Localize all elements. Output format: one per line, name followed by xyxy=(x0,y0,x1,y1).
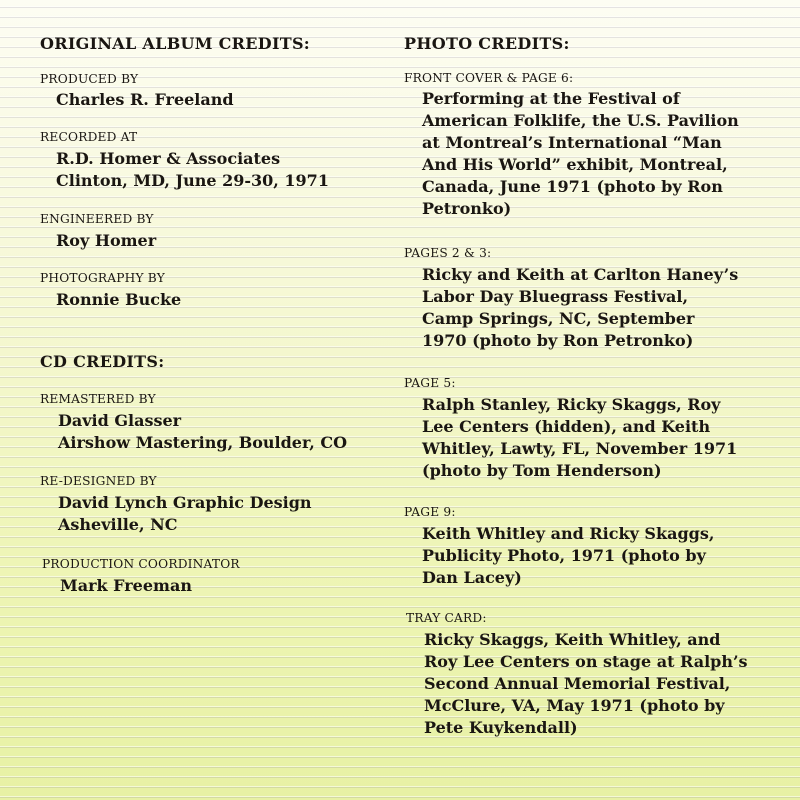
tray-card-label: TRAY CARD: xyxy=(406,611,487,625)
remastered-by-line: David Glasser xyxy=(58,411,182,430)
recorded-at-label: RECORDED AT xyxy=(40,130,138,144)
caption-line: Second Annual Memorial Festival, xyxy=(424,674,731,693)
remastered-by-line: Airshow Mastering, Boulder, CO xyxy=(58,433,348,452)
caption-line: Labor Day Bluegrass Festival, xyxy=(422,287,689,306)
pages-2-3-caption xyxy=(422,264,738,352)
page-9-label: PAGE 9: xyxy=(404,505,456,519)
caption-line: Ricky and Keith at Carlton Haney’s xyxy=(422,265,739,284)
remastered-by-label: REMASTERED BY xyxy=(40,392,156,406)
produced-by-value xyxy=(56,89,234,111)
pages-2-3-label: PAGES 2 & 3: xyxy=(404,246,492,260)
engineered-by-name: Roy Homer xyxy=(56,231,157,250)
production-coordinator-name: Mark Freeman xyxy=(60,576,192,595)
produced-by-name: Charles R. Freeland xyxy=(56,90,234,109)
redesigned-by-line: Asheville, NC xyxy=(58,515,178,534)
photography-by-value xyxy=(56,289,181,311)
caption-line: And His World” exhibit, Montreal, xyxy=(422,155,728,174)
caption-line: Keith Whitley and Ricky Skaggs, xyxy=(422,524,715,543)
front-cover-label: FRONT COVER & PAGE 6: xyxy=(404,71,574,85)
engineered-by-label: ENGINEERED BY xyxy=(40,212,154,226)
page-9-caption xyxy=(422,523,714,589)
caption-line: Ricky Skaggs, Keith Whitley, and xyxy=(424,630,721,649)
caption-line: Camp Springs, NC, September xyxy=(422,309,695,328)
redesigned-by-line: David Lynch Graphic Design xyxy=(58,493,312,512)
cd-credits-heading: CD CREDITS: xyxy=(40,352,165,371)
redesigned-by-label: RE-DESIGNED BY xyxy=(40,474,157,488)
caption-line: at Montreal’s International “Man xyxy=(422,133,722,152)
engineered-by-value xyxy=(56,230,156,252)
photography-by-label: PHOTOGRAPHY BY xyxy=(40,271,165,285)
produced-by-label: PRODUCED BY xyxy=(40,72,139,86)
recorded-at-line: Clinton, MD, June 29-30, 1971 xyxy=(56,171,329,190)
caption-line: (photo by Tom Henderson) xyxy=(422,461,662,480)
recorded-at-line: R.D. Homer & Associates xyxy=(56,149,281,168)
caption-line: Pete Kuykendall) xyxy=(424,718,578,737)
remastered-by-value xyxy=(58,410,347,454)
production-coordinator-value xyxy=(60,575,192,597)
caption-line: Ralph Stanley, Ricky Skaggs, Roy xyxy=(422,395,721,414)
page-5-caption xyxy=(422,394,737,482)
caption-line: Performing at the Festival of xyxy=(422,89,680,108)
caption-line: Publicity Photo, 1971 (photo by xyxy=(422,546,706,565)
redesigned-by-value xyxy=(58,492,312,536)
caption-line: Whitley, Lawty, FL, November 1971 xyxy=(422,439,738,458)
recorded-at-value xyxy=(56,148,329,192)
production-coordinator-label: PRODUCTION COORDINATOR xyxy=(42,557,240,571)
photo-credits-heading: PHOTO CREDITS: xyxy=(404,34,570,53)
caption-line: American Folklife, the U.S. Pavilion xyxy=(422,111,739,130)
tray-card-caption xyxy=(424,629,748,739)
caption-line: Petronko) xyxy=(422,199,512,218)
caption-line: Roy Lee Centers on stage at Ralph’s xyxy=(424,652,748,671)
front-cover-caption xyxy=(422,88,739,220)
caption-line: 1970 (photo by Ron Petronko) xyxy=(422,331,694,350)
caption-line: Lee Centers (hidden), and Keith xyxy=(422,417,711,436)
caption-line: Canada, June 1971 (photo by Ron xyxy=(422,177,723,196)
caption-line: McClure, VA, May 1971 (photo by xyxy=(424,696,725,715)
original-album-credits-heading: ORIGINAL ALBUM CREDITS: xyxy=(40,34,311,53)
caption-line: Dan Lacey) xyxy=(422,568,522,587)
page-5-label: PAGE 5: xyxy=(404,376,456,390)
photography-by-name: Ronnie Bucke xyxy=(56,290,182,309)
